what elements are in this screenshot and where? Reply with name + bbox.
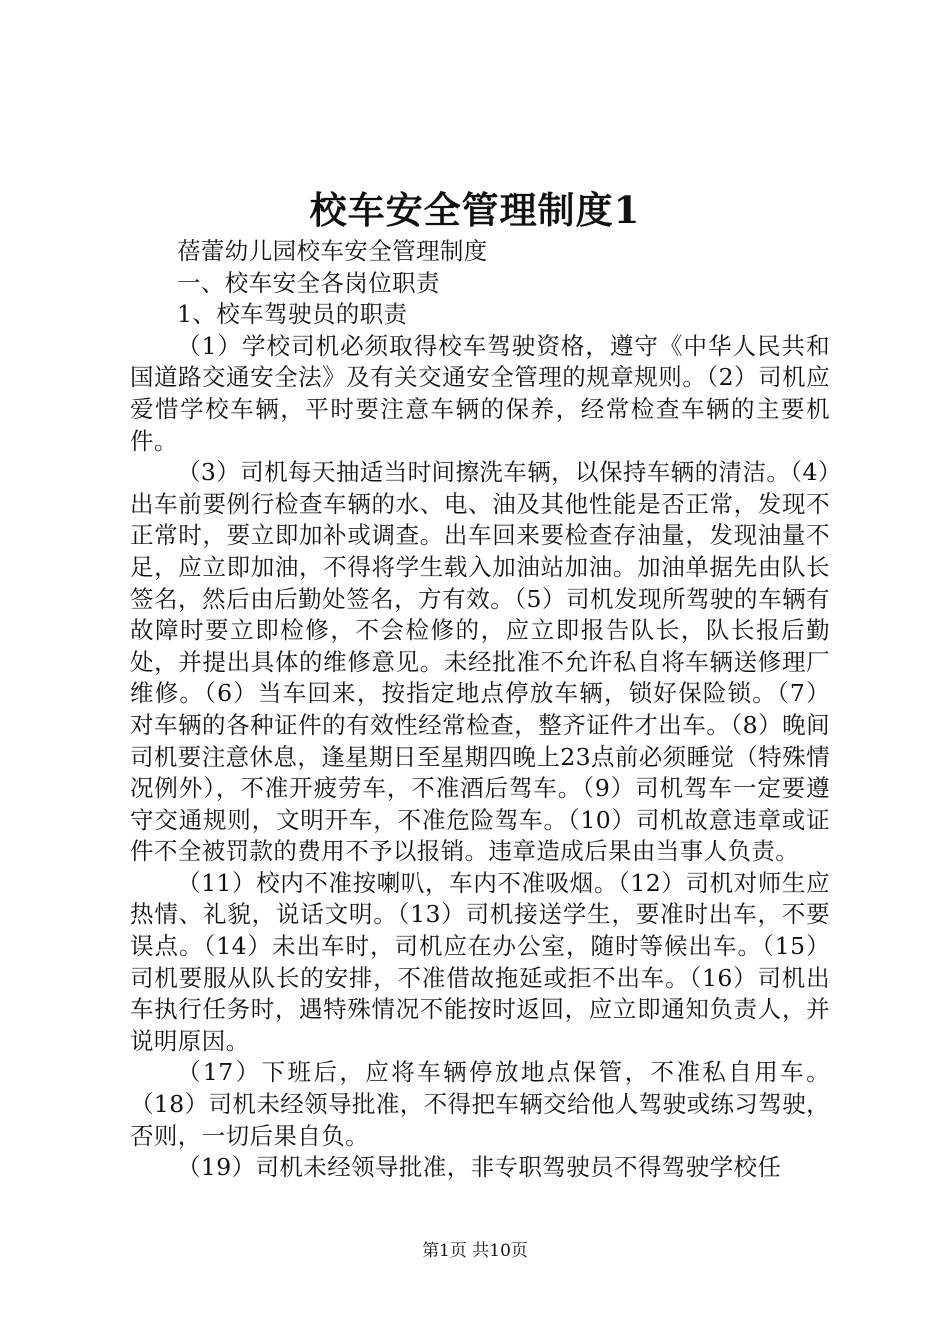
paragraph-duty-19: （19）司机未经领导批准，非专职驾驶员不得驾驶学校任 [177,1153,782,1182]
paragraph-duty-11-16: （11）校内不准按喇叭，车内不准吸烟。（12）司机对师生应热情、礼貌，说话文明。（13）司机接送学生，要准时出车，不要误点。（14）未出车时，司机应在办公室，随时等候出车。（15）司机要服从队长的安排，不准借故拖延或拒不出车。（16）司机出车执行任务时，遇特殊情况不能按时返回，应立即通知负责人，并说明原因。 [130,868,830,1055]
paragraph-duty-1-2: （1）学校司机必须取得校车驾驶资格，遵守《中华人民共和国道路交通安全法》及有关交通安全管理的规章规则。（2）司机应爱惜学校车辆，平时要注意车辆的保养，经常检查车辆的主要机件。 [130,331,830,455]
document-body [130,236,830,1184]
paragraph-kindergarten-heading: 蓓蕾幼儿园校车安全管理制度 [177,237,488,265]
document-title: 校车安全管理制度1 [309,188,641,232]
paragraph-section-heading: 一、校车安全各岗位职责 [177,268,440,297]
paragraph-subsection-heading: 1、校车驾驶员的职责 [177,300,408,329]
page-indicator: 第1页 共10页 [422,1241,528,1261]
paragraph-duty-17-18: （17）下班后，应将车辆停放地点保管，不准私自用车。（18）司机未经领导批准，不得把车辆交给他人驾驶或练习驾驶，否则，一切后果自负。 [130,1058,830,1150]
paragraph-duty-3-10: （3）司机每天抽适当时间擦洗车辆，以保持车辆的清洁。（4）出车前要例行检查车辆的水、电、油及其他性能是否正常，发现不正常时，要立即加补或调查。出车回来要检查存油量，发现油量不足，应立即加油，不得将学生载入加油站加油。加油单据先由队长签名，然后由后勤处签名，方有效。（5）司机发现所驾驶的车辆有故障时要立即检修，不会检修的，应立即报告队长，队长报后勤处，并提出具体的维修意见。未经批准不允许私自将车辆送修理厂维修。（6）当车回来，按指定地点停放车辆，锁好保险锁。（7）对车辆的各种证件的有效性经常检查，整齐证件才出车。（8）晚间司机要注意休息，逢星期日至星期四晚上23点前必须睡觉（特殊情况例外），不准开疲劳车，不准酒后驾车。（9）司机驾车一定要遵守交通规则，文明开车，不准危险驾车。（10）司机故意违章或证件不全被罚款的费用不予以报销。违章造成后果由当事人负责。 [130,458,830,866]
